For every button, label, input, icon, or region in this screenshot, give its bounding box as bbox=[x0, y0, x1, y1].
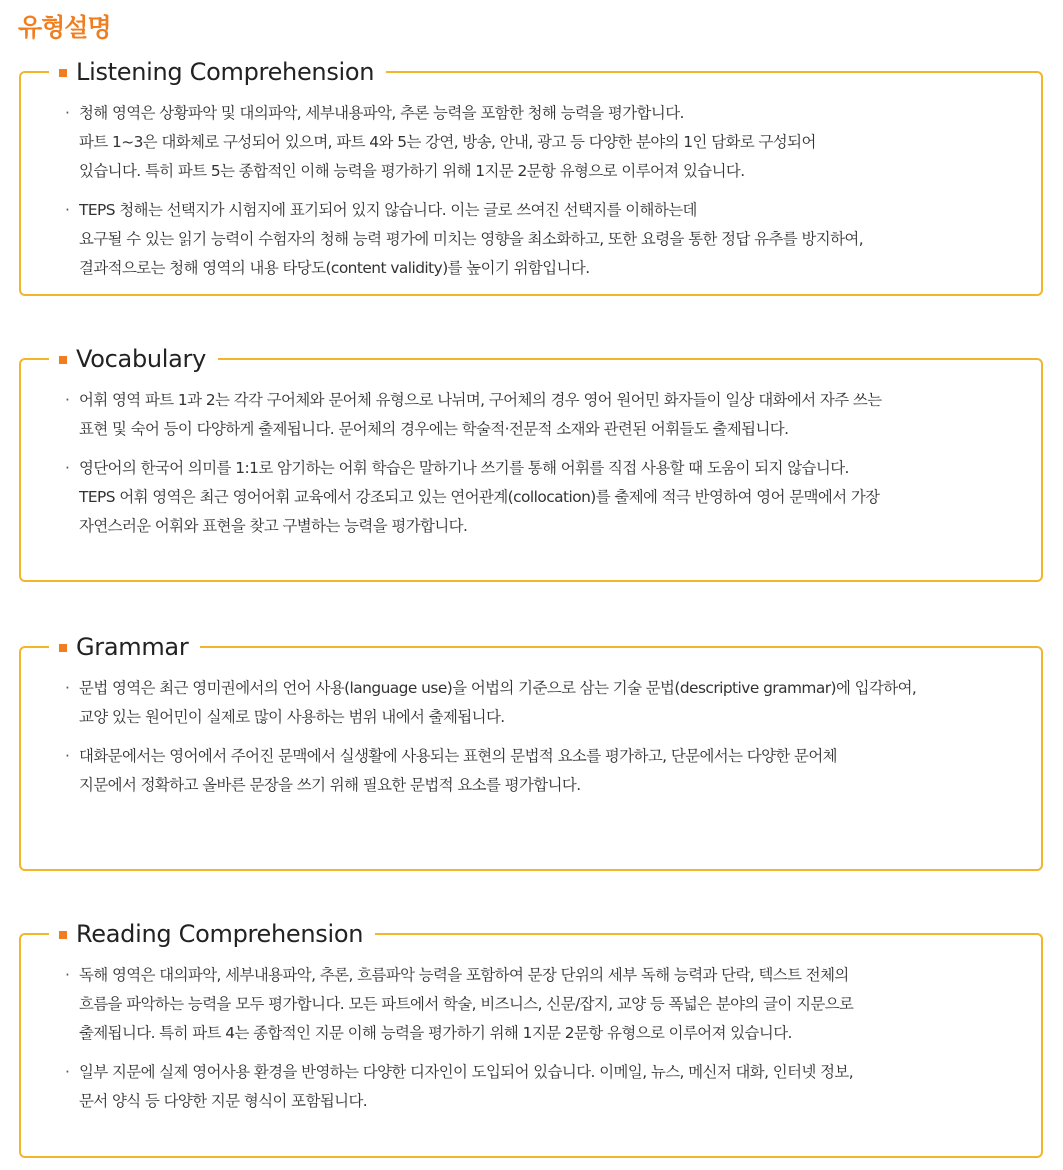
section-title: Listening Comprehension bbox=[76, 58, 375, 86]
dot-bullet-icon: · bbox=[65, 1063, 70, 1081]
item-text-line: 일부 지문에 실제 영어사용 환경을 반영하는 다양한 디자인이 도입되어 있습니다. 이메일, 뉴스, 메신저 대화, 인터넷 정보, bbox=[79, 1063, 854, 1081]
list-item bbox=[65, 961, 1023, 1048]
square-bullet-icon bbox=[59, 644, 67, 652]
section-heading bbox=[49, 917, 375, 951]
square-bullet-icon bbox=[59, 931, 67, 939]
item-text-line: 어휘 영역 파트 1과 2는 각각 구어체와 문어체 유형으로 나뉘며, 구어체의 경우 영어 원어민 화자들이 일상 대화에서 자주 쓰는 bbox=[79, 391, 882, 409]
section-title: Vocabulary bbox=[76, 345, 207, 373]
section-title: Reading Comprehension bbox=[76, 920, 364, 948]
item-text-line: 문법 영역은 최근 영미권에서의 언어 사용(language use)을 어법의 기준으로 삼는 기술 문법(descriptive grammar)에 입각하여, bbox=[79, 679, 917, 697]
section-heading bbox=[49, 342, 218, 376]
item-text-line: TEPS 청해는 선택지가 시험지에 표기되어 있지 않습니다. 이는 글로 쓰여진 선택지를 이해하는데 bbox=[79, 201, 697, 219]
item-text-line: 요구될 수 있는 읽기 능력이 수험자의 청해 능력 평가에 미치는 영향을 최소화하고, 또한 요령을 통한 정답 유추를 방지하여, bbox=[79, 230, 864, 248]
list-item bbox=[65, 99, 1023, 186]
list-item bbox=[65, 1058, 1023, 1116]
dot-bullet-icon: · bbox=[65, 679, 70, 697]
item-list bbox=[65, 99, 1023, 293]
item-list bbox=[65, 386, 1023, 551]
item-list bbox=[65, 961, 1023, 1126]
dot-bullet-icon: · bbox=[65, 966, 70, 984]
item-text-line: 지문에서 정확하고 올바른 문장을 쓰기 위해 필요한 문법적 요소를 평가합니다. bbox=[79, 776, 581, 794]
item-text-line: 영단어의 한국어 의미를 1:1로 암기하는 어휘 학습은 말하기나 쓰기를 통해 어휘를 직접 사용할 때 도움이 되지 않습니다. bbox=[79, 459, 849, 477]
section-title: Grammar bbox=[76, 633, 189, 661]
item-text-line: 표현 및 숙어 등이 다양하게 출제됩니다. 문어체의 경우에는 학술적·전문적 소재와 관련된 어휘들도 출제됩니다. bbox=[79, 420, 789, 438]
item-text-line: 문서 양식 등 다양한 지문 형식이 포함됩니다. bbox=[79, 1092, 368, 1110]
item-text-line: 자연스러운 어휘와 표현을 찾고 구별하는 능력을 평가합니다. bbox=[79, 517, 468, 535]
item-text-line: 출제됩니다. 특히 파트 4는 종합적인 지문 이해 능력을 평가하기 위해 1지문 2문항 유형으로 이루어져 있습니다. bbox=[79, 1024, 792, 1042]
item-text-line: 파트 1~3은 대화체로 구성되어 있으며, 파트 4와 5는 강연, 방송, 안내, 광고 등 다양한 분야의 1인 담화로 구성되어 bbox=[79, 133, 816, 151]
item-text-line: 청해 영역은 상황파악 및 대의파악, 세부내용파악, 추론 능력을 포함한 청해 능력을 평가합니다. bbox=[79, 104, 684, 122]
page-title: 유형설명 bbox=[18, 13, 111, 42]
item-text-line: TEPS 어휘 영역은 최근 영어어휘 교육에서 강조되고 있는 연어관계(collocation)를 출제에 적극 반영하여 영어 문맥에서 가장 bbox=[79, 488, 880, 506]
dot-bullet-icon: · bbox=[65, 747, 70, 765]
section-listening bbox=[19, 58, 1043, 296]
section-reading bbox=[19, 920, 1043, 1158]
dot-bullet-icon: · bbox=[65, 391, 70, 409]
list-item bbox=[65, 386, 1023, 444]
item-text-line: 교양 있는 원어민이 실제로 많이 사용하는 범위 내에서 출제됩니다. bbox=[79, 708, 505, 726]
list-item bbox=[65, 674, 1023, 732]
item-text-line: 흐름을 파악하는 능력을 모두 평가합니다. 모든 파트에서 학술, 비즈니스, 신문/잡지, 교양 등 폭넓은 분야의 글이 지문으로 bbox=[79, 995, 854, 1013]
square-bullet-icon bbox=[59, 356, 67, 364]
section-vocabulary bbox=[19, 345, 1043, 582]
dot-bullet-icon: · bbox=[65, 459, 70, 477]
square-bullet-icon bbox=[59, 69, 67, 77]
list-item bbox=[65, 196, 1023, 283]
list-item bbox=[65, 454, 1023, 541]
item-text-line: 대화문에서는 영어에서 주어진 문맥에서 실생활에 사용되는 표현의 문법적 요소를 평가하고, 단문에서는 다양한 문어체 bbox=[79, 747, 838, 765]
item-text-line: 있습니다. 특히 파트 5는 종합적인 이해 능력을 평가하기 위해 1지문 2문항 유형으로 이루어져 있습니다. bbox=[79, 162, 745, 180]
section-heading bbox=[49, 630, 200, 664]
section-grammar bbox=[19, 633, 1043, 871]
list-item bbox=[65, 742, 1023, 800]
item-text-line: 독해 영역은 대의파악, 세부내용파악, 추론, 흐름파악 능력을 포함하여 문장 단위의 세부 독해 능력과 단락, 텍스트 전체의 bbox=[79, 966, 849, 984]
dot-bullet-icon: · bbox=[65, 104, 70, 122]
section-heading bbox=[49, 55, 386, 89]
dot-bullet-icon: · bbox=[65, 201, 70, 219]
item-text-line: 결과적으로는 청해 영역의 내용 타당도(content validity)를 높이기 위함입니다. bbox=[79, 259, 590, 277]
item-list bbox=[65, 674, 1023, 810]
